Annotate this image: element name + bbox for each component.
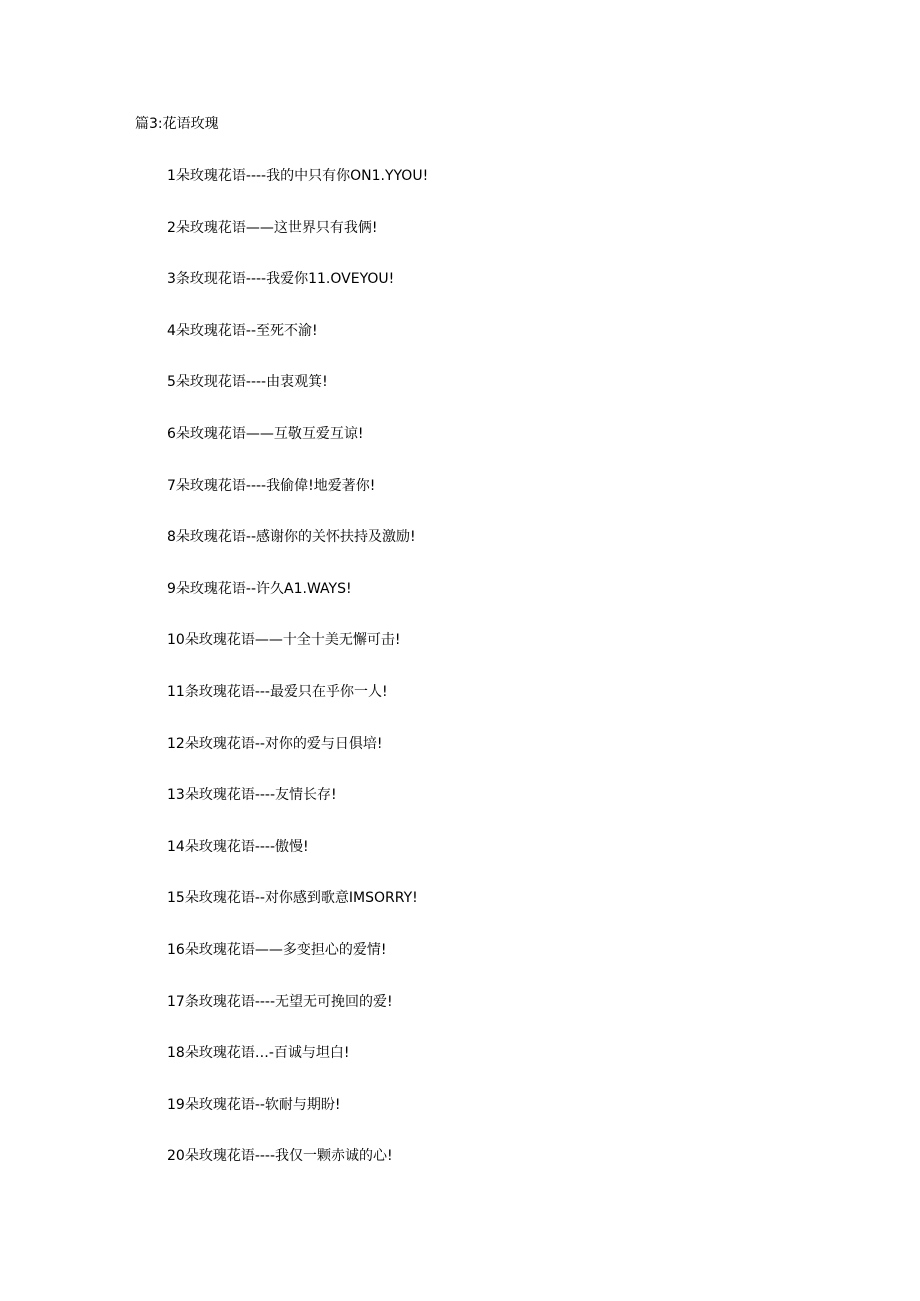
rose-meaning-line: 20朵玫瑰花语----我仅一颗赤诚的心! [167, 1148, 393, 1165]
rose-meaning-line: 14朵玫瑰花语----傲慢! [167, 838, 309, 855]
rose-meaning-line: 1朵玫瑰花语----我的中只有你ON1.YYOU! [167, 168, 429, 184]
rose-meaning-line: 9朵玫瑰花语--许久A1.WAYS! [167, 580, 352, 597]
rose-meaning-line: 19朵玫瑰花语--软耐与期盼! [167, 1096, 341, 1113]
rose-meaning-line: 16朵玫瑰花语——多变担心的爱情! [167, 941, 387, 958]
rose-meaning-line: 3条玫现花语----我爱你11.OVEYOU! [167, 271, 395, 288]
rose-meaning-line: 6朵玫瑰花语——互敬互爱互谅! [167, 425, 364, 442]
rose-meaning-line: 5朵玫现花语----由衷观箕! [167, 374, 328, 391]
rose-meaning-line: 13朵玫瑰花语----友情长存! [167, 787, 337, 804]
rose-meaning-line: 8朵玫瑰花语--感谢你的关怀扶持及激励! [167, 529, 416, 546]
rose-meaning-list [167, 166, 428, 1198]
rose-meaning-line: 12朵玫瑰花语--对你的爱与日俱培! [167, 735, 383, 752]
rose-meaning-line: 11条玫瑰花语---最爱只在乎你一人! [167, 683, 388, 700]
section-heading: 篇3:花语玫瑰 [135, 116, 219, 132]
rose-meaning-line: 15朵玫瑰花语--对你感到歌意IMSORRY! [167, 890, 418, 907]
rose-meaning-line: 7朵玫瑰花语----我偷偉!地爱著你! [167, 477, 376, 494]
rose-meaning-line: 18朵玫瑰花语…-百诚与坦白! [167, 1045, 350, 1062]
rose-meaning-line: 4朵玫瑰花语--至死不渝! [167, 322, 318, 339]
rose-meaning-line: 10朵玫瑰花语——十全十美无懈可击! [167, 632, 401, 649]
rose-meaning-line: 2朵玫瑰花语——这世界只有我俩! [167, 219, 378, 236]
rose-meaning-line: 17条玫瑰花语----无望无可挽回的爱! [167, 993, 393, 1010]
